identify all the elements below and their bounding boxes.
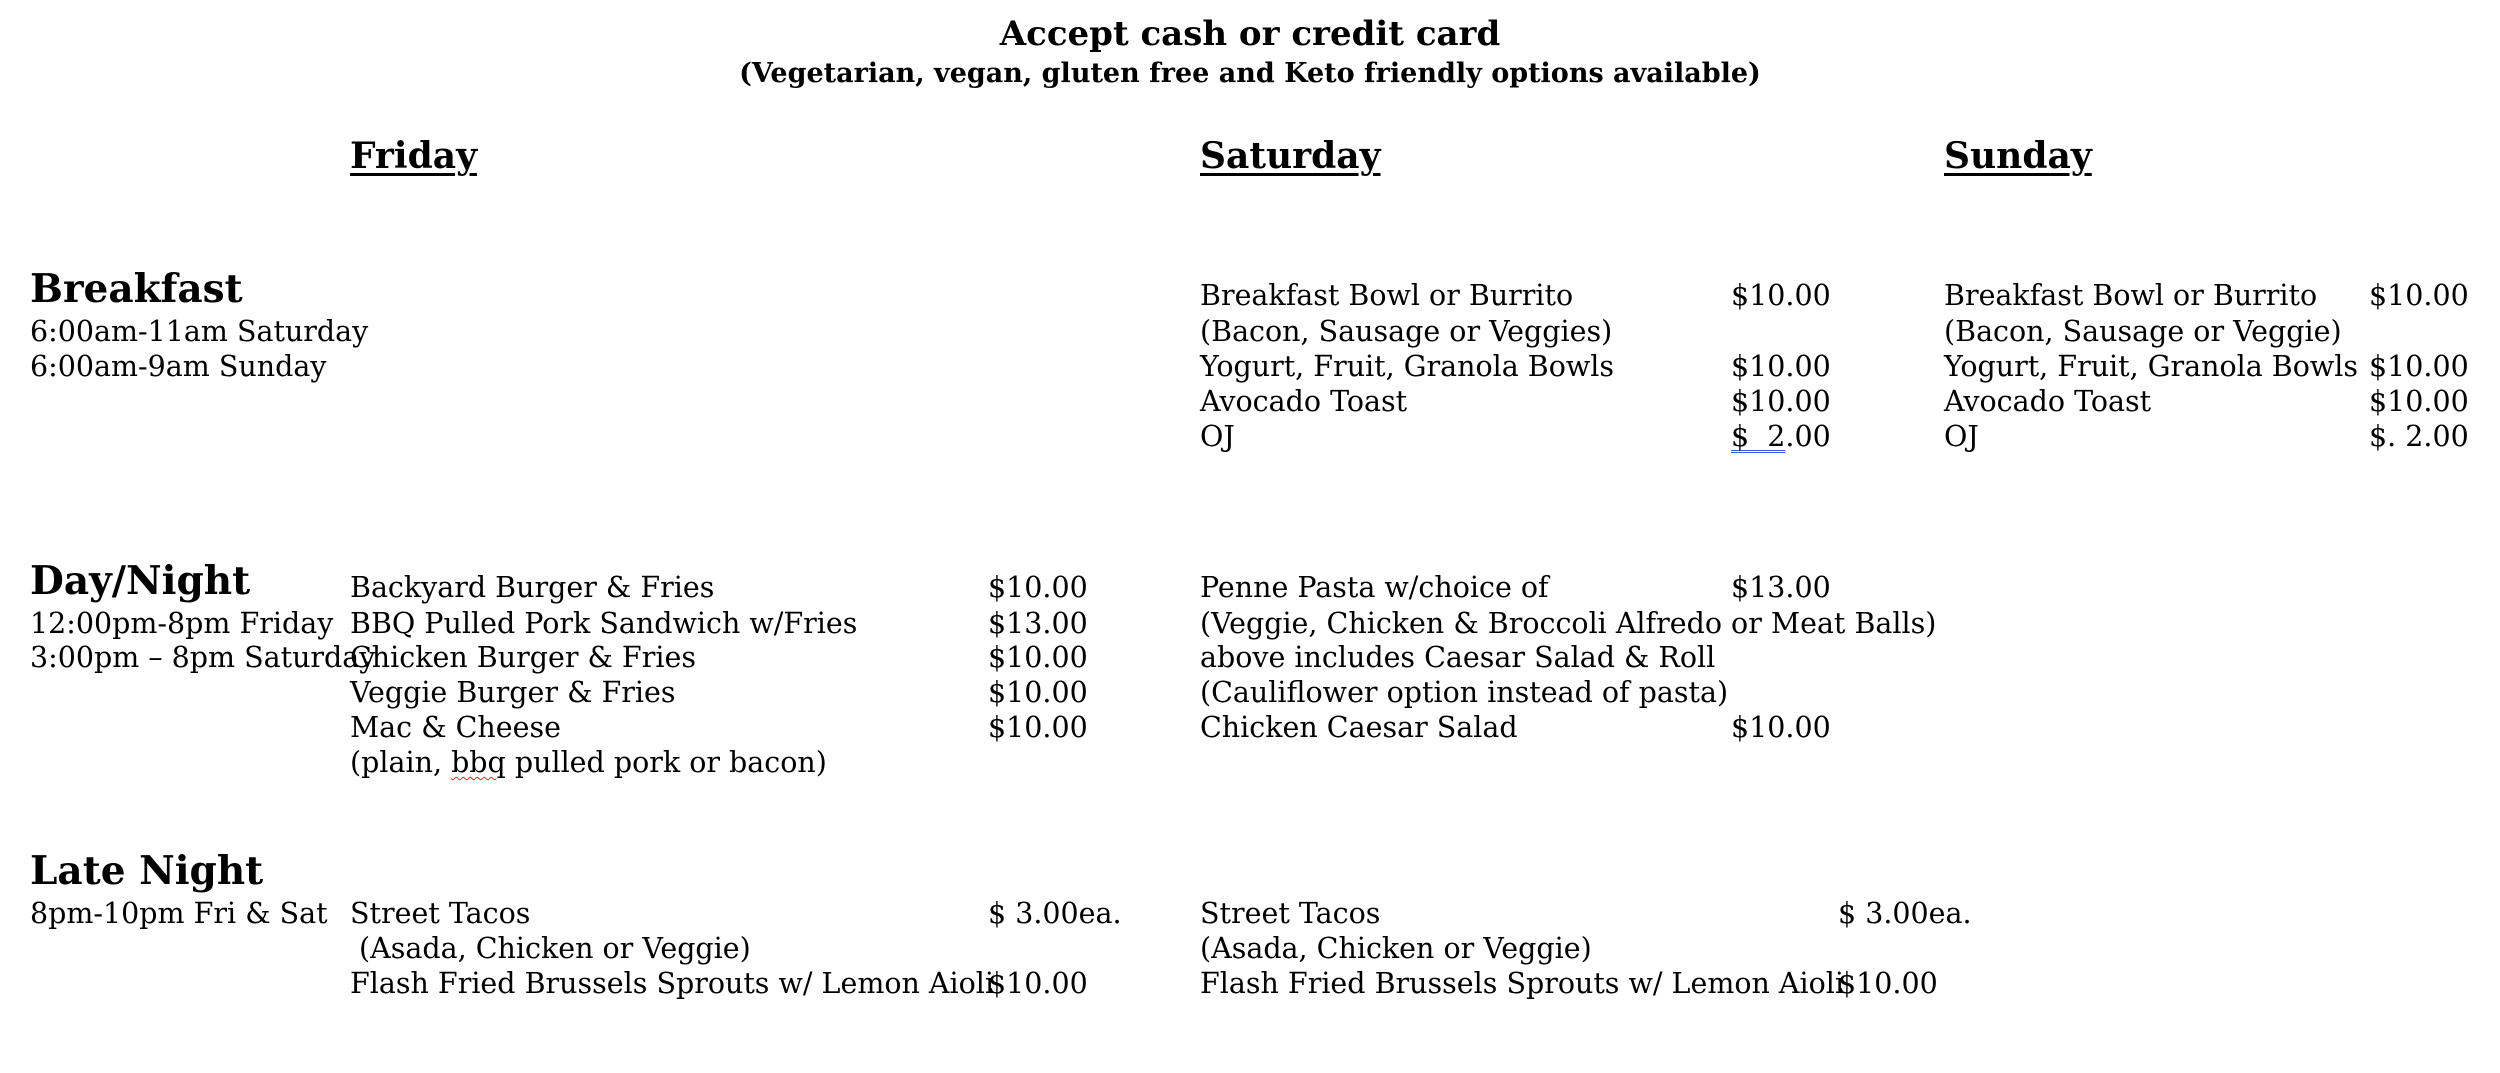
sat-latenight-item: Flash Fried Brussels Sprouts w/ Lemon Aioli	[1200, 967, 1845, 1000]
section-daynight-title: Day/Night	[30, 558, 251, 604]
latenight-hours: 8pm-10pm Fri & Sat	[30, 897, 328, 930]
sat-breakfast-price: $10.00	[1731, 279, 1831, 312]
day-heading-friday: Friday	[350, 135, 477, 177]
fri-daynight-item: BBQ Pulled Pork Sandwich w/Fries	[350, 607, 858, 640]
sat-daynight-item: Chicken Caesar Salad	[1200, 711, 1518, 744]
fri-daynight-price: $10.00	[988, 676, 1088, 709]
sat-breakfast-item: Breakfast Bowl or Burrito	[1200, 279, 1574, 312]
sat-breakfast-item: OJ	[1200, 420, 1235, 453]
sat-breakfast-price-oj: $ 2.00	[1731, 420, 1831, 453]
sat-latenight-item-note: (Asada, Chicken or Veggie)	[1200, 932, 1592, 965]
sat-breakfast-price: $10.00	[1731, 385, 1831, 418]
day-heading-saturday: Saturday	[1200, 135, 1381, 177]
sat-latenight-price: $10.00	[1838, 967, 1938, 1000]
sat-daynight-item-note: (Veggie, Chicken & Broccoli Alfredo or Meat Balls)	[1200, 607, 1937, 640]
fri-latenight-price: $ 3.00ea.	[988, 897, 1122, 930]
sun-breakfast-price: $10.00	[2369, 279, 2469, 312]
fri-latenight-price: $10.00	[988, 967, 1088, 1000]
daynight-hours-friday: 12:00pm-8pm Friday	[30, 607, 334, 640]
fri-daynight-item: Chicken Burger & Fries	[350, 641, 696, 674]
sat-breakfast-item: Avocado Toast	[1200, 385, 1408, 418]
sun-breakfast-item: Avocado Toast	[1944, 385, 2152, 418]
day-heading-sunday: Sunday	[1944, 135, 2092, 177]
daynight-hours-saturday: 3:00pm – 8pm Saturday	[30, 641, 376, 674]
section-latenight-title: Late Night	[30, 848, 264, 894]
section-breakfast-title: Breakfast	[30, 266, 243, 312]
fri-daynight-price: $13.00	[988, 607, 1088, 640]
fri-daynight-item-note: (plain, bbq pulled pork or bacon)	[350, 746, 827, 779]
grammar-flag: $ 2	[1731, 420, 1786, 453]
sat-latenight-item: Street Tacos	[1200, 897, 1381, 930]
sun-breakfast-price: $. 2.00	[2369, 420, 2469, 453]
sun-breakfast-item: Yogurt, Fruit, Granola Bowls	[1944, 350, 2359, 383]
breakfast-hours-sunday: 6:00am-9am Sunday	[30, 350, 327, 383]
fri-daynight-price: $10.00	[988, 711, 1088, 744]
sun-breakfast-item: Breakfast Bowl or Burrito	[1944, 279, 2318, 312]
fri-daynight-price: $10.00	[988, 641, 1088, 674]
fri-latenight-item: Flash Fried Brussels Sprouts w/ Lemon Aioli	[350, 967, 995, 1000]
sat-breakfast-item-note: (Bacon, Sausage or Veggies)	[1200, 315, 1613, 348]
spellcheck-flag: bbq	[451, 746, 506, 779]
sat-daynight-item-note: (Cauliflower option instead of pasta)	[1200, 676, 1729, 709]
sun-breakfast-price: $10.00	[2369, 385, 2469, 418]
sat-breakfast-item: Yogurt, Fruit, Granola Bowls	[1200, 350, 1615, 383]
fri-latenight-item-note: (Asada, Chicken or Veggie)	[350, 932, 751, 965]
sat-daynight-item-note: above includes Caesar Salad & Roll	[1200, 641, 1716, 674]
sun-breakfast-item: OJ	[1944, 420, 1979, 453]
fri-daynight-item: Backyard Burger & Fries	[350, 571, 715, 604]
fri-daynight-price: $10.00	[988, 571, 1088, 604]
sun-breakfast-item-note: (Bacon, Sausage or Veggie)	[1944, 315, 2342, 348]
sat-daynight-item: Penne Pasta w/choice of	[1200, 571, 1549, 604]
sat-breakfast-price: $10.00	[1731, 350, 1831, 383]
fri-daynight-item: Mac & Cheese	[350, 711, 562, 744]
sat-latenight-price: $ 3.00ea.	[1838, 897, 1972, 930]
sat-daynight-price: $10.00	[1731, 711, 1831, 744]
fri-daynight-item: Veggie Burger & Fries	[350, 676, 676, 709]
fri-latenight-item: Street Tacos	[350, 897, 531, 930]
menu-subtitle: (Vegetarian, vegan, gluten free and Keto friendly options available)	[739, 58, 1761, 89]
sat-daynight-price: $13.00	[1731, 571, 1831, 604]
sun-breakfast-price: $10.00	[2369, 350, 2469, 383]
breakfast-hours-saturday: 6:00am-11am Saturday	[30, 315, 369, 348]
menu-title: Accept cash or credit card	[999, 14, 1501, 54]
